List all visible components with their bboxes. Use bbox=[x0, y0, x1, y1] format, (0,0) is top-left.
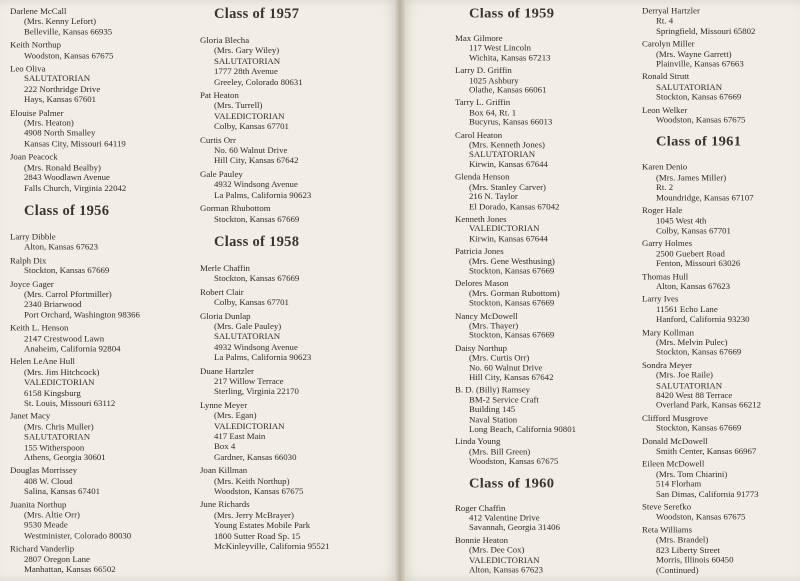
alumni-detail-line: SALUTATORIAN bbox=[656, 380, 723, 390]
alumni-entry bbox=[200, 499, 390, 551]
alumni-detail-line: Fenton, Missouri 63026 bbox=[656, 258, 741, 269]
alumni-name: Merle Chaffin bbox=[200, 262, 250, 273]
alumni-detail-line: (Mrs. Gorman Rubottom) bbox=[469, 288, 560, 298]
alumni-detail-line: Stockton, Kansas 67669 bbox=[656, 423, 742, 433]
alumni-name: Clifford Musgrove bbox=[642, 413, 709, 423]
alumni-detail-line: 2807 Oregon Lane bbox=[24, 553, 90, 564]
alumni-detail-line: Stockton, Kansas 67669 bbox=[469, 266, 555, 276]
alumni-entry bbox=[10, 279, 200, 320]
alumni-detail-line: No. 60 Walnut Drive bbox=[469, 362, 543, 373]
alumni-name: Lynne Meyer bbox=[200, 399, 248, 410]
alumni-detail-line: Stockton, Kansas 67669 bbox=[24, 265, 110, 276]
alumni-detail-line: VALEDICTORIAN bbox=[469, 223, 540, 234]
alumni-entry bbox=[455, 385, 645, 434]
alumni-detail-line: SALUTATORIAN bbox=[656, 81, 723, 92]
alumni-entry bbox=[10, 357, 200, 408]
alumni-name: Richard Vanderlip bbox=[10, 543, 75, 554]
book-gutter bbox=[395, 0, 405, 581]
alumni-name: Joan Killman bbox=[200, 465, 248, 476]
alumni-name: Patricia Jones bbox=[455, 246, 504, 256]
alumni-detail-line: Morris, Illinois 60450 bbox=[656, 554, 734, 565]
column-1 bbox=[10, 6, 200, 578]
alumni-detail-line: (Mrs. Tom Chiarini) bbox=[656, 469, 728, 479]
alumni-name: Reta Williams bbox=[642, 524, 693, 535]
alumni-detail-line: Woodston, Kansas 67675 bbox=[24, 50, 114, 61]
alumni-detail-line: (Mrs. Turrell) bbox=[214, 100, 263, 111]
alumni-name: Gale Pauley bbox=[200, 168, 243, 179]
alumni-name: Keith L. Henson bbox=[10, 322, 69, 333]
alumni-detail-line: Salina, Kansas 67401 bbox=[24, 486, 100, 497]
alumni-detail-line: Woodston, Kansas 67675 bbox=[214, 486, 304, 497]
alumni-detail-line: (Mrs. Jerry McBrayer) bbox=[214, 509, 294, 520]
alumni-detail-line: (Mrs. Kenneth Jones) bbox=[469, 139, 545, 150]
alumni-entry bbox=[642, 294, 800, 324]
alumni-detail-line: 417 East Main bbox=[214, 431, 266, 441]
alumni-detail-line: Stockton, Kansas 67669 bbox=[656, 347, 742, 357]
alumni-detail-line: Sterling, Virginia 22170 bbox=[214, 386, 299, 397]
alumni-entry bbox=[10, 6, 200, 37]
alumni-detail-line: 514 Florham bbox=[656, 479, 702, 489]
alumni-detail-line: Gardner, Kansas 66030 bbox=[214, 451, 297, 462]
alumni-detail-line: Wichita, Kansas 67213 bbox=[469, 52, 551, 63]
alumni-detail-line: Stockton, Kansas 67669 bbox=[214, 273, 300, 284]
alumni-name: Joyce Gager bbox=[10, 278, 54, 289]
alumni-detail-line: Building 145 bbox=[469, 404, 516, 415]
alumni-name: Sondra Meyer bbox=[642, 360, 693, 370]
alumni-detail-line: St. Louis, Missouri 63112 bbox=[24, 397, 116, 408]
alumni-detail-line: Anaheim, California 92804 bbox=[24, 343, 121, 354]
alumni-detail-line: Hill City, Kansas 67642 bbox=[214, 155, 299, 166]
alumni-name: Glenda Henson bbox=[455, 172, 510, 182]
alumni-entry bbox=[10, 323, 200, 354]
alumni-detail-line: Port Orchard, Washington 98366 bbox=[24, 309, 140, 320]
alumni-detail-line: 9530 Meade bbox=[24, 520, 68, 530]
alumni-entry bbox=[455, 279, 645, 308]
alumni-name: Carolyn Miller bbox=[642, 38, 695, 49]
alumni-entry bbox=[642, 271, 800, 291]
alumni-detail-line: Overland Park, Kansas 66212 bbox=[656, 400, 762, 410]
alumni-detail-line: Alton, Kansas 67623 bbox=[469, 564, 544, 575]
alumni-detail-line: El Dorado, Kansas 67042 bbox=[469, 201, 560, 211]
alumni-entry bbox=[642, 360, 800, 410]
alumni-detail-line: Manhattan, Kansas 66502 bbox=[24, 564, 116, 575]
alumni-detail-line: 222 Northridge Drive bbox=[24, 84, 101, 94]
alumni-detail-line: Belleville, Kansas 66935 bbox=[24, 26, 113, 37]
alumni-entry bbox=[455, 246, 645, 275]
alumni-entry bbox=[642, 327, 800, 357]
alumni-entry bbox=[200, 169, 390, 200]
alumni-detail-line: Colby, Kansas 67701 bbox=[656, 225, 731, 236]
alumni-name: Daisy Northup bbox=[455, 343, 508, 353]
alumni-detail-line: (Mrs. Egan) bbox=[214, 410, 257, 421]
alumni-name: Bonnie Heaton bbox=[455, 535, 509, 545]
alumni-name: Elouise Palmer bbox=[10, 107, 64, 118]
alumni-detail-line: Stockton, Kansas 67669 bbox=[214, 213, 300, 224]
alumni-detail-line: (Continued) bbox=[656, 565, 699, 575]
alumni-entry bbox=[455, 66, 645, 95]
alumni-name: Roger Hale bbox=[642, 205, 683, 216]
alumni-entry bbox=[455, 33, 645, 62]
alumni-detail-line: (Mrs. Altie Orr) bbox=[24, 509, 80, 520]
alumni-entry bbox=[642, 205, 800, 235]
alumni-detail-line: Hanford, California 93230 bbox=[656, 314, 750, 324]
alumni-detail-line: (Mrs. Heaton) bbox=[24, 117, 74, 128]
class-year-heading: Class of 1961 bbox=[656, 134, 742, 150]
alumni-detail-line: (Mrs. Carrol Pfortmiller) bbox=[24, 288, 112, 299]
alumni-name: Derryal Hartzler bbox=[642, 6, 700, 16]
alumni-detail-line: Colby, Kansas 67701 bbox=[214, 121, 289, 132]
alumni-detail-line: No. 60 Walnut Drive bbox=[214, 145, 288, 156]
alumni-entry bbox=[10, 255, 200, 276]
alumni-detail-line: Plainville, Kansas 67663 bbox=[656, 58, 744, 69]
alumni-detail-line: Savannah, Georgia 31406 bbox=[469, 522, 560, 533]
alumni-detail-line: 4908 North Smalley bbox=[24, 128, 96, 139]
alumni-name: Larry Ives bbox=[642, 294, 679, 304]
alumni-name: Leon Welker bbox=[642, 104, 688, 115]
alumni-name: Larry D. Griffin bbox=[455, 65, 512, 75]
alumni-detail-line: Stockton, Kansas 67669 bbox=[469, 330, 555, 340]
alumni-name: Tarry L. Griffin bbox=[455, 97, 511, 108]
alumni-entry bbox=[455, 98, 645, 127]
alumni-name: Duane Hartzler bbox=[200, 365, 254, 376]
alumni-detail-line: Box 4 bbox=[214, 441, 236, 452]
alumni-entry bbox=[455, 343, 645, 382]
alumni-detail-line: (Mrs. Curtis Orr) bbox=[469, 352, 530, 363]
alumni-detail-line: 6158 Kingsburg bbox=[24, 387, 81, 398]
alumni-entry bbox=[10, 499, 200, 540]
alumni-name: Carol Heaton bbox=[455, 130, 503, 140]
alumni-name: Juanita Northup bbox=[10, 499, 67, 510]
alumni-name: Keith Northup bbox=[10, 39, 62, 50]
alumni-detail-line: Long Beach, California 90801 bbox=[469, 424, 577, 434]
alumni-detail-line: McKinleyville, California 95521 bbox=[214, 541, 330, 552]
alumni-name: Thomas Hull bbox=[642, 271, 689, 281]
alumni-name: Robert Clair bbox=[200, 286, 244, 297]
alumni-detail-line: 117 West Lincoln bbox=[469, 43, 531, 53]
alumni-entry bbox=[642, 459, 800, 499]
alumni-name: Kenneth Jones bbox=[455, 214, 507, 224]
alumni-detail-line: 4932 Windsong Avenue bbox=[214, 179, 298, 190]
alumni-detail-line: SALUTATORIAN bbox=[214, 331, 281, 342]
alumni-detail-line: (Mrs. Kenny Lefort) bbox=[24, 16, 97, 27]
alumni-entry bbox=[642, 6, 800, 36]
alumni-detail-line: (Mrs. Brandel) bbox=[656, 534, 709, 545]
alumni-name: Janet Macy bbox=[10, 411, 51, 422]
alumni-name: Donald McDowell bbox=[642, 436, 708, 446]
alumni-name: Ronald Strutt bbox=[642, 71, 690, 82]
class-year-heading: Class of 1958 bbox=[214, 233, 300, 250]
alumni-entry bbox=[455, 214, 645, 243]
alumni-detail-line: Falls Church, Virginia 22042 bbox=[24, 182, 127, 193]
alumni-detail-line: 2500 Guebert Road bbox=[656, 248, 725, 259]
alumni-detail-line: San Dimas, California 91773 bbox=[656, 489, 759, 499]
alumni-name: Linda Young bbox=[455, 437, 501, 447]
alumni-name: Max Gilmore bbox=[455, 33, 503, 43]
alumni-detail-line: Springfield, Missouri 65802 bbox=[656, 26, 756, 36]
alumni-detail-line: Hill City, Kansas 67642 bbox=[469, 372, 554, 382]
alumni-detail-line: Moundridge, Kansas 67107 bbox=[656, 192, 754, 203]
alumni-entry bbox=[642, 413, 800, 433]
alumni-detail-line: SALUTATORIAN bbox=[24, 73, 91, 84]
class-year-heading: Class of 1959 bbox=[469, 6, 555, 22]
alumni-detail-line: Young Estates Mobile Park bbox=[214, 520, 311, 531]
alumni-detail-line: 2340 Briarwood bbox=[24, 299, 82, 310]
alumni-entry bbox=[10, 108, 200, 149]
alumni-detail-line: SALUTATORIAN bbox=[469, 149, 536, 160]
alumni-detail-line: Woodston, Kansas 67675 bbox=[469, 456, 559, 467]
alumni-entry bbox=[10, 411, 200, 462]
alumni-detail-line: (Mrs. Melvin Pulec) bbox=[656, 337, 728, 347]
alumni-entry bbox=[200, 400, 390, 462]
alumni-entry bbox=[200, 311, 390, 363]
alumni-detail-line: Stockton, Kansas 67669 bbox=[656, 91, 742, 102]
alumni-detail-line: Olathe, Kansas 66061 bbox=[469, 85, 547, 95]
alumni-name: Mary Kollman bbox=[642, 327, 695, 337]
alumni-entry bbox=[455, 503, 645, 532]
alumni-name: Larry Dibble bbox=[10, 231, 56, 242]
alumni-entry bbox=[10, 544, 200, 575]
alumni-name: Gloria Blecha bbox=[200, 35, 250, 45]
alumni-detail-line: La Palms, California 90623 bbox=[214, 189, 312, 200]
alumni-name: Gloria Dunlap bbox=[200, 310, 251, 321]
alumni-detail-line: (Mrs. James Miller) bbox=[656, 172, 727, 183]
alumni-name: Delores Mason bbox=[455, 278, 509, 289]
alumni-detail-line: 11561 Echo Lane bbox=[656, 304, 718, 314]
alumni-detail-line: 216 N. Taylor bbox=[469, 191, 518, 202]
alumni-detail-line: 823 Liberty Street bbox=[656, 544, 721, 555]
alumni-detail-line: (Mrs. Ronald Bealby) bbox=[24, 162, 101, 172]
alumni-name: Nancy McDowell bbox=[455, 310, 518, 321]
alumni-name: Douglas Morrissey bbox=[10, 465, 78, 476]
alumni-detail-line: 2147 Crestwood Lawn bbox=[24, 333, 105, 344]
alumni-detail-line: Kirwin, Kansas 67644 bbox=[469, 233, 548, 244]
alumni-detail-line: SALUTATORIAN bbox=[214, 55, 281, 66]
class-year-heading: Class of 1956 bbox=[24, 202, 110, 219]
alumni-name: Gorman Rhubottom bbox=[200, 203, 271, 214]
alumni-entry bbox=[200, 465, 390, 496]
alumni-detail-line: 408 W. Cloud bbox=[24, 475, 73, 486]
alumni-name: Eileen McDowell bbox=[642, 459, 705, 469]
alumni-name: B. D. (Billy) Ramsey bbox=[455, 385, 531, 395]
alumni-name: Garry Holmes bbox=[642, 238, 693, 249]
alumni-name: Darlene McCall bbox=[10, 6, 67, 16]
alumni-entry bbox=[642, 72, 800, 102]
alumni-entry bbox=[200, 263, 390, 284]
alumni-entry bbox=[455, 172, 645, 211]
alumni-entry bbox=[200, 203, 390, 224]
alumni-detail-line: Woodston, Kansas 67675 bbox=[656, 512, 746, 522]
alumni-detail-line: La Palms, California 90623 bbox=[214, 352, 312, 363]
alumni-entry bbox=[455, 437, 645, 466]
alumni-detail-line: VALEDICTORIAN bbox=[214, 110, 285, 121]
alumni-entry bbox=[455, 311, 645, 340]
alumni-name: Leo Oliva bbox=[10, 63, 46, 74]
alumni-detail-line: 8420 West 88 Terrace bbox=[656, 390, 733, 400]
alumni-detail-line: (Mrs. Keith Northup) bbox=[214, 475, 290, 486]
alumni-detail-line: Hays, Kansas 67601 bbox=[24, 94, 97, 105]
alumni-entry bbox=[642, 502, 800, 522]
alumni-detail-line: (Mrs. Dee Cox) bbox=[469, 545, 525, 555]
alumni-detail-line: Naval Station bbox=[469, 414, 518, 425]
alumni-detail-line: Woodston, Kansas 67675 bbox=[656, 114, 746, 125]
alumni-entry bbox=[642, 436, 800, 456]
alumni-detail-line: (Mrs. Wayne Garrett) bbox=[656, 48, 732, 59]
alumni-detail-line: 412 Valentine Drive bbox=[469, 513, 540, 523]
alumni-detail-line: Stockton, Kansas 67669 bbox=[469, 298, 555, 308]
alumni-name: Karen Denio bbox=[642, 162, 688, 173]
alumni-entry bbox=[10, 63, 200, 104]
alumni-entry bbox=[10, 152, 200, 193]
alumni-entry bbox=[200, 35, 390, 87]
alumni-entry bbox=[455, 130, 645, 169]
class-year-heading: Class of 1960 bbox=[469, 475, 555, 491]
alumni-detail-line: Box 64, Rt. 1 bbox=[469, 107, 517, 118]
column-2 bbox=[200, 6, 390, 554]
alumni-name: Ralph Dix bbox=[10, 255, 47, 266]
alumni-entry bbox=[200, 366, 390, 397]
alumni-detail-line: Smith Center, Kansas 66967 bbox=[656, 446, 757, 456]
alumni-detail-line: 1800 Sutter Road Sp. 15 bbox=[214, 530, 301, 541]
alumni-name: Steve Serefko bbox=[642, 501, 692, 512]
alumni-detail-line: Kansas City, Missouri 64119 bbox=[24, 138, 126, 149]
alumni-detail-line: Alton, Kansas 67623 bbox=[656, 281, 731, 291]
alumni-detail-line: Kirwin, Kansas 67644 bbox=[469, 159, 548, 169]
alumni-detail-line: 1025 Ashbury bbox=[469, 75, 519, 85]
alumni-entry bbox=[10, 232, 200, 253]
alumni-detail-line: (Mrs. Gale Pauley) bbox=[214, 320, 282, 331]
alumni-detail-line: SALUTATORIAN bbox=[24, 431, 91, 442]
alumni-detail-line: (Mrs. Chris Muller) bbox=[24, 421, 94, 432]
alumni-detail-line: 4932 Windsong Avenue bbox=[214, 341, 298, 352]
alumni-detail-line: Athens, Georgia 30601 bbox=[24, 452, 106, 463]
alumni-detail-line: 1777 28th Avenue bbox=[214, 66, 278, 77]
alumni-name: June Richards bbox=[200, 499, 250, 510]
alumni-entry bbox=[642, 525, 800, 575]
alumni-entry bbox=[200, 90, 390, 132]
alumni-detail-line: (Mrs. Thayer) bbox=[469, 320, 519, 331]
alumni-detail-line: 2843 Woodlawn Avenue bbox=[24, 172, 110, 183]
alumni-detail-line: VALEDICTORIAN bbox=[214, 420, 285, 431]
alumni-entry bbox=[642, 238, 800, 268]
alumni-entry bbox=[642, 39, 800, 69]
alumni-entry bbox=[10, 466, 200, 497]
alumni-detail-line: Westminister, Colorado 80030 bbox=[24, 530, 132, 541]
alumni-name: Curtis Orr bbox=[200, 134, 236, 145]
alumni-detail-line: Alton, Kansas 67623 bbox=[24, 241, 99, 252]
alumni-detail-line: (Mrs. Jim Hitchcock) bbox=[24, 366, 100, 377]
column-3 bbox=[455, 6, 645, 578]
alumni-detail-line: 155 Witherspoon bbox=[24, 442, 85, 452]
alumni-name: Helen LeAne Hull bbox=[10, 356, 75, 367]
alumni-detail-line: Colby, Kansas 67701 bbox=[214, 297, 289, 308]
column-4 bbox=[642, 6, 800, 578]
alumni-entry bbox=[642, 162, 800, 202]
alumni-name: Pat Heaton bbox=[200, 90, 239, 101]
alumni-name: Roger Chaffin bbox=[455, 503, 506, 513]
alumni-entry bbox=[200, 135, 390, 166]
alumni-detail-line: (Mrs. Joe Raile) bbox=[656, 370, 713, 380]
class-year-heading: Class of 1957 bbox=[214, 6, 300, 22]
alumni-detail-line: 217 Willow Terrace bbox=[214, 375, 284, 386]
alumni-detail-line: (Mrs. Bill Green) bbox=[469, 446, 531, 457]
alumni-name: Joan Peacock bbox=[10, 151, 58, 162]
alumni-detail-line: Rt. 4 bbox=[656, 16, 674, 26]
alumni-detail-line: Bucyrus, Kansas 66013 bbox=[469, 117, 553, 127]
alumni-detail-line: (Mrs. Stanley Carver) bbox=[469, 181, 546, 192]
alumni-detail-line: VALEDICTORIAN bbox=[469, 555, 540, 565]
alumni-detail-line: 1045 West 4th bbox=[656, 215, 707, 226]
alumni-detail-line: Greeley, Colorado 80631 bbox=[214, 76, 303, 87]
alumni-detail-line: BM-2 Service Craft bbox=[469, 395, 539, 405]
alumni-entry bbox=[642, 105, 800, 125]
alumni-detail-line: VALEDICTORIAN bbox=[24, 377, 95, 388]
alumni-detail-line: Rt. 2 bbox=[656, 182, 674, 193]
alumni-entry bbox=[10, 40, 200, 61]
alumni-detail-line: (Mrs. Gary Wiley) bbox=[214, 45, 280, 56]
alumni-entry bbox=[455, 535, 645, 574]
alumni-entry bbox=[200, 287, 390, 308]
alumni-detail-line: (Mrs. Gene Westhusing) bbox=[469, 256, 555, 266]
